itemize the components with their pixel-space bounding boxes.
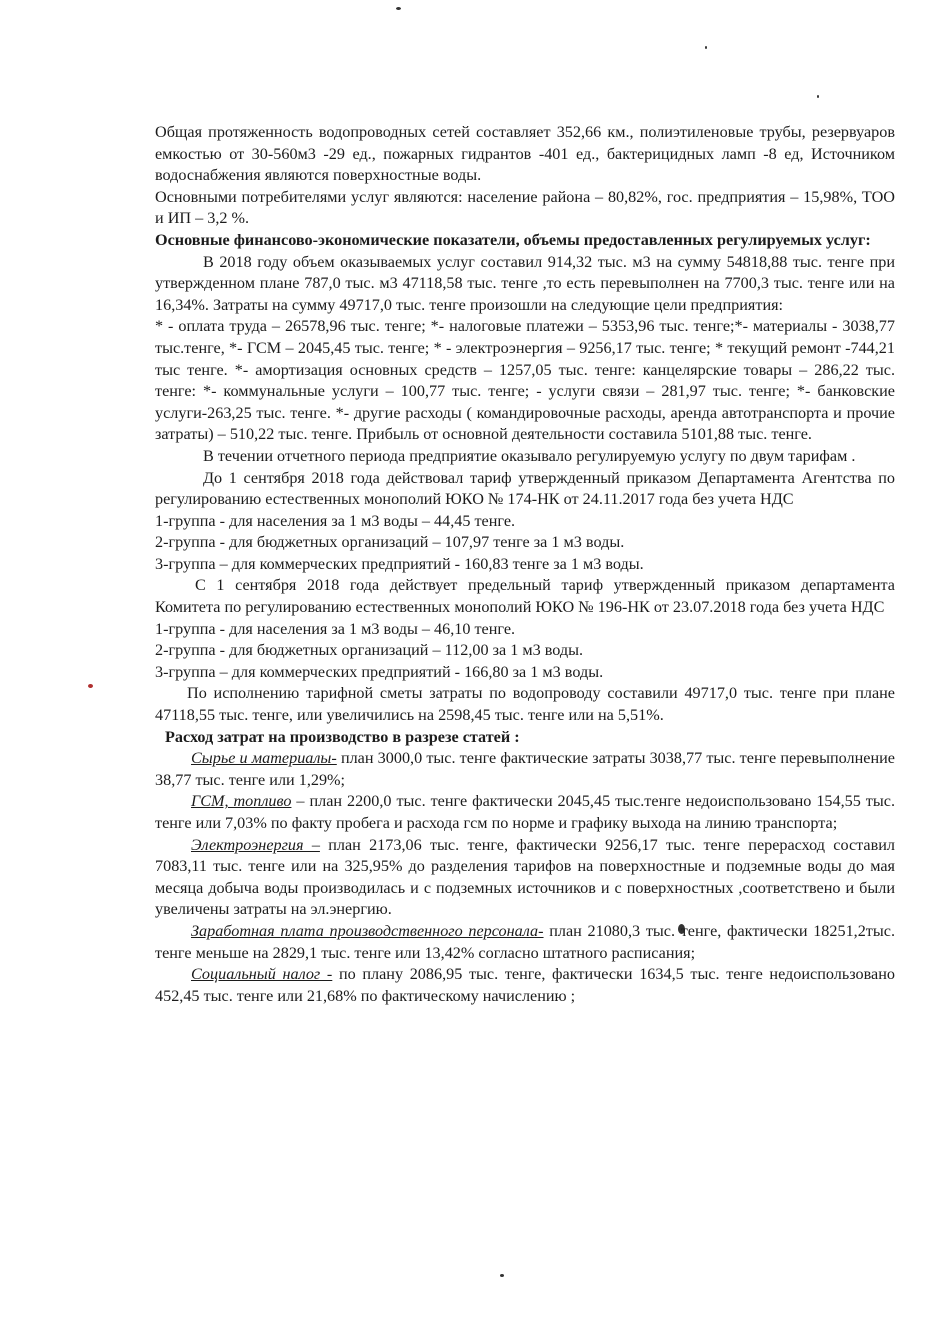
cost-item-text: план 3000,0 тыс. тенге фактические затраты 3038,77 тыс. тенге перевыполнение 38,77 тыс. тенге или 1,29%;: [155, 749, 895, 789]
cost-item: [155, 921, 895, 964]
cost-items: [155, 748, 895, 1007]
paragraph: 2-группа - для бюджетных организаций – 107,97 тенге за 1 м3 воды.: [155, 533, 625, 552]
paragraph: 2-группа - для бюджетных организаций – 112,00 за 1 м3 воды.: [155, 641, 584, 660]
paragraph: С 1 сентября 2018 года действует предельный тариф утвержденный приказом департамента Комитета по регулированию естественных монополий ЮКО № 196-НК от 23.07.2018 года без учета НДС: [155, 576, 895, 617]
paragraph: * - оплата труда – 26578,96 тыс. тенге; *- налоговые платежи – 5353,96 тыс. тенге;*- материалы - 3038,77 тыс.тенге, *- ГСМ – 2045,45 тыс. тенге; * - электроэнергия – 9256,17 тыс. тенге; * текущий ремонт -744,21 тыс тенге. *- амортизация основных средств – 1257,05 тыс. тенге: канцелярские товары – 286,22 тыс. тенге: *- коммунальные услуги – 100,77 тыс. тенге; - услуги связи – 281,97 тыс. тенге; *- банковские услуги-263,25 тыс. тенге. *- другие расходы ( командировочные расходы, аренда автотранспорта и прочие затраты) – 510,22 тыс. тенге. Прибыль от основной деятельности составила 5101,88 тыс. тенге.: [155, 317, 895, 444]
cost-item-text: по плану 2086,95 тыс. тенге, фактически 1634,5 тыс. тенге недоиспользовано 452,45 тыс. тенге или 21,68% по фактическому начислению ;: [155, 965, 895, 1005]
paragraph: 1-группа - для населения за 1 м3 воды – 44,45 тенге.: [155, 511, 516, 530]
cost-item-label: Сырье и материалы-: [191, 749, 337, 768]
cost-item-label: Заработная плата производственного персонала-: [191, 921, 544, 940]
cost-item-label: ГСМ, топливо: [191, 792, 292, 811]
scan-speck: [817, 95, 819, 98]
paragraph: Расход затрат на производство в разрезе статей :: [165, 727, 520, 746]
paragraph: 1-группа - для населения за 1 м3 воды – 46,10 тенге.: [155, 619, 516, 638]
cost-item: [155, 835, 895, 921]
scan-speck: [705, 46, 707, 49]
paragraph: В 2018 году объем оказываемых услуг составил 914,32 тыс. м3 на сумму 54818,88 тыс. тенге при утвержденном плане 787,0 тыс. м3 47118,58 тыс. тенге ,то есть перевыполнен на 7700,3 тыс. тенге или на 16,34%. Затраты на сумму 49717,0 тыс. тенге произошли на следующие цели предприятия:: [155, 252, 895, 314]
paragraph: Основными потребителями услуг являются: население района – 80,82%, гос. предприятия – 15,98%, ТОО и ИП – 3,2 %.: [155, 187, 895, 228]
cost-item-text: – план 2200,0 тыс. тенге фактически 2045,45 тыс.тенге недоиспользовано 154,55 тыс. тенге или 7,03% по факту пробега и расхода гсм по норме и графику выхода на линию транспорта;: [155, 792, 895, 832]
cost-item: [155, 791, 895, 834]
scan-speck: [88, 684, 93, 688]
cost-item-text: план 2173,06 тыс. тенге, фактически 9256,17 тыс. тенге перерасход составил 7083,11 тыс. тенге или на 325,95% до разделения тарифов на поверхностные и подземные воды до мая месяца добыча воды производилась и с подземных источников и с поверхностных ,соответствено и были увеличены затраты на эл.энергию.: [155, 835, 895, 919]
scan-speck: [396, 7, 401, 10]
cost-item-label: Электроэнергия –: [191, 835, 320, 854]
paragraph: 3-группа – для коммерческих предприятий - 160,83 тенге за 1 м3 воды.: [155, 554, 644, 573]
paragraph: Общая протяженность водопроводных сетей составляет 352,66 км., полиэтиленовые трубы, резервуаров емкостью от 30-560м3 -29 ед., пожарных гидрантов -401 ед., бактерицидных ламп -8 ед, Источником водоснабжения являются поверхностные воды.: [155, 123, 895, 185]
body-text: [155, 122, 895, 748]
cost-item: [155, 964, 895, 1007]
paragraph: В течении отчетного периода предприятие оказывало регулируемую услугу по двум тарифам .: [203, 446, 856, 465]
paragraph: Основные финансово-экономические показатели, объемы предоставленных регулируемых услуг:: [155, 230, 871, 249]
document-page: [155, 122, 895, 1007]
paragraph: 3-группа – для коммерческих предприятий - 166,80 за 1 м3 воды.: [155, 662, 604, 681]
cost-item-text: план 21080,3 тыс. тенге, фактически 18251,2тыс. тенге меньше на 2829,1 тыс. тенге или 13,42% согласно штатного расписания;: [155, 921, 895, 962]
scan-speck: [500, 1274, 504, 1277]
paragraph: По исполнению тарифной сметы затраты по водопроводу составили 49717,0 тыс. тенге при плане 47118,55 тыс. тенге, или увеличились на 2598,45 тыс. тенге или на 5,51%.: [155, 684, 895, 725]
cost-item: [155, 748, 895, 791]
cost-item-label: Социальный налог -: [191, 965, 333, 984]
paragraph: До 1 сентября 2018 года действовал тариф утвержденный приказом Департамента Агентства по регулированию естественных монополий ЮКО № 174-НК от 24.11.2017 года без учета НДС: [155, 468, 895, 509]
